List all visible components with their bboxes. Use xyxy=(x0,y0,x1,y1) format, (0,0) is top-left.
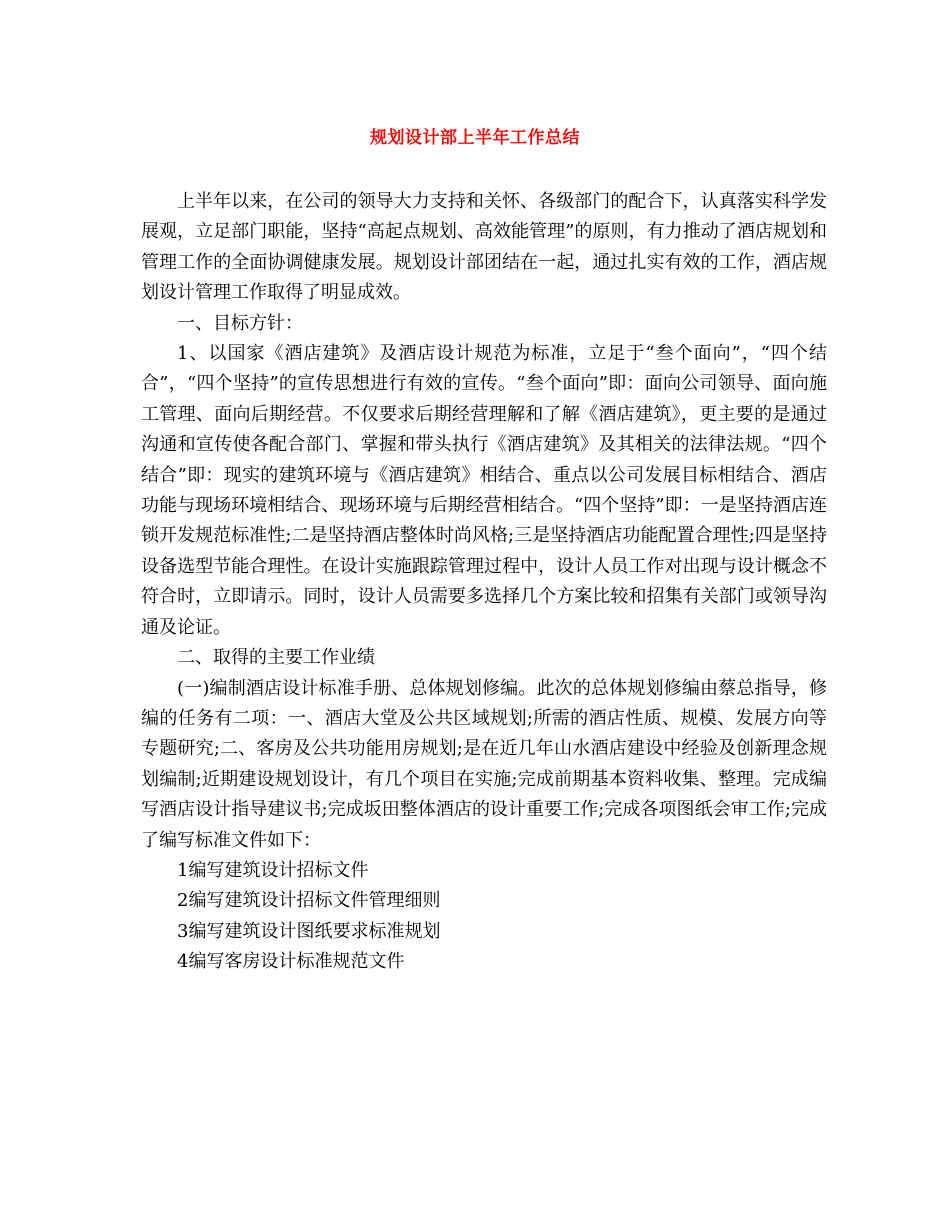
achievements-paragraph: (一)编制酒店设计标准手册、总体规划修编。此次的总体规划修编由蔡总指导，修编的任务有二项：一、酒店大堂及公共区域规划;所需的酒店性质、规模、发展方向等专题研究;二、客房及公共功能用房规划;是在近几年山水酒店建设中经验及创新理念规划编制;近期建设规划设计，有几个项目在实施;完成前期基本资料收集、整理。完成编写酒店设计指导建议书;完成坂田整体酒店的设计重要工作;完成各项图纸会审工作;完成了编写标准文件如下： xyxy=(141,677,827,851)
section-heading-goals: 一、目标方针： xyxy=(177,312,303,334)
section-heading-achievements: 二、取得的主要工作业绩 xyxy=(177,647,375,669)
list-item: 3编写建筑设计图纸要求标准规划 xyxy=(177,920,441,942)
document-title: 规划设计部上半年工作总结 xyxy=(370,128,580,148)
intro-paragraph: 上半年以来，在公司的领导大力支持和关怀、各级部门的配合下，认真落实科学发展观，立足部门职能，坚持“高起点规划、高效能管理”的原则，有力推动了酒店规划和管理工作的全面协调健康发展。规划设计部团结在一起，通过扎实有效的工作，酒店规划设计管理工作取得了明显成效。 xyxy=(141,191,827,304)
list-item: 4编写客房设计标准规范文件 xyxy=(177,951,405,973)
document-body xyxy=(141,187,827,978)
list-item: 1编写建筑设计招标文件 xyxy=(177,859,369,881)
list-item: 2编写建筑设计招标文件管理细则 xyxy=(177,890,441,912)
goals-paragraph: 1、以国家《酒店建筑》及酒店设计规范为标准，立足于“叁个面向”，“四个结合”，“四个坚持”的宣传思想进行有效的宣传。“叁个面向”即：面向公司领导、面向施工管理、面向后期经营。不仅要求后期经营理解和了解《酒店建筑》，更主要的是通过沟通和宣传使各配合部门、掌握和带头执行《酒店建筑》及其相关的法律法规。“四个结合”即：现实的建筑环境与《酒店建筑》相结合、重点以公司发展目标相结合、酒店功能与现场环境相结合、现场环境与后期经营相结合。“四个坚持”即：一是坚持酒店连锁开发规范标准性;二是坚持酒店整体时尚风格;三是坚持酒店功能配置合理性;四是坚持设备选型节能合理性。在设计实施跟踪管理过程中，设计人员工作对出现与设计概念不符合时，立即请示。同时，设计人员需要多选择几个方案比较和招集有关部门或领导沟通及论证。 xyxy=(141,343,827,638)
